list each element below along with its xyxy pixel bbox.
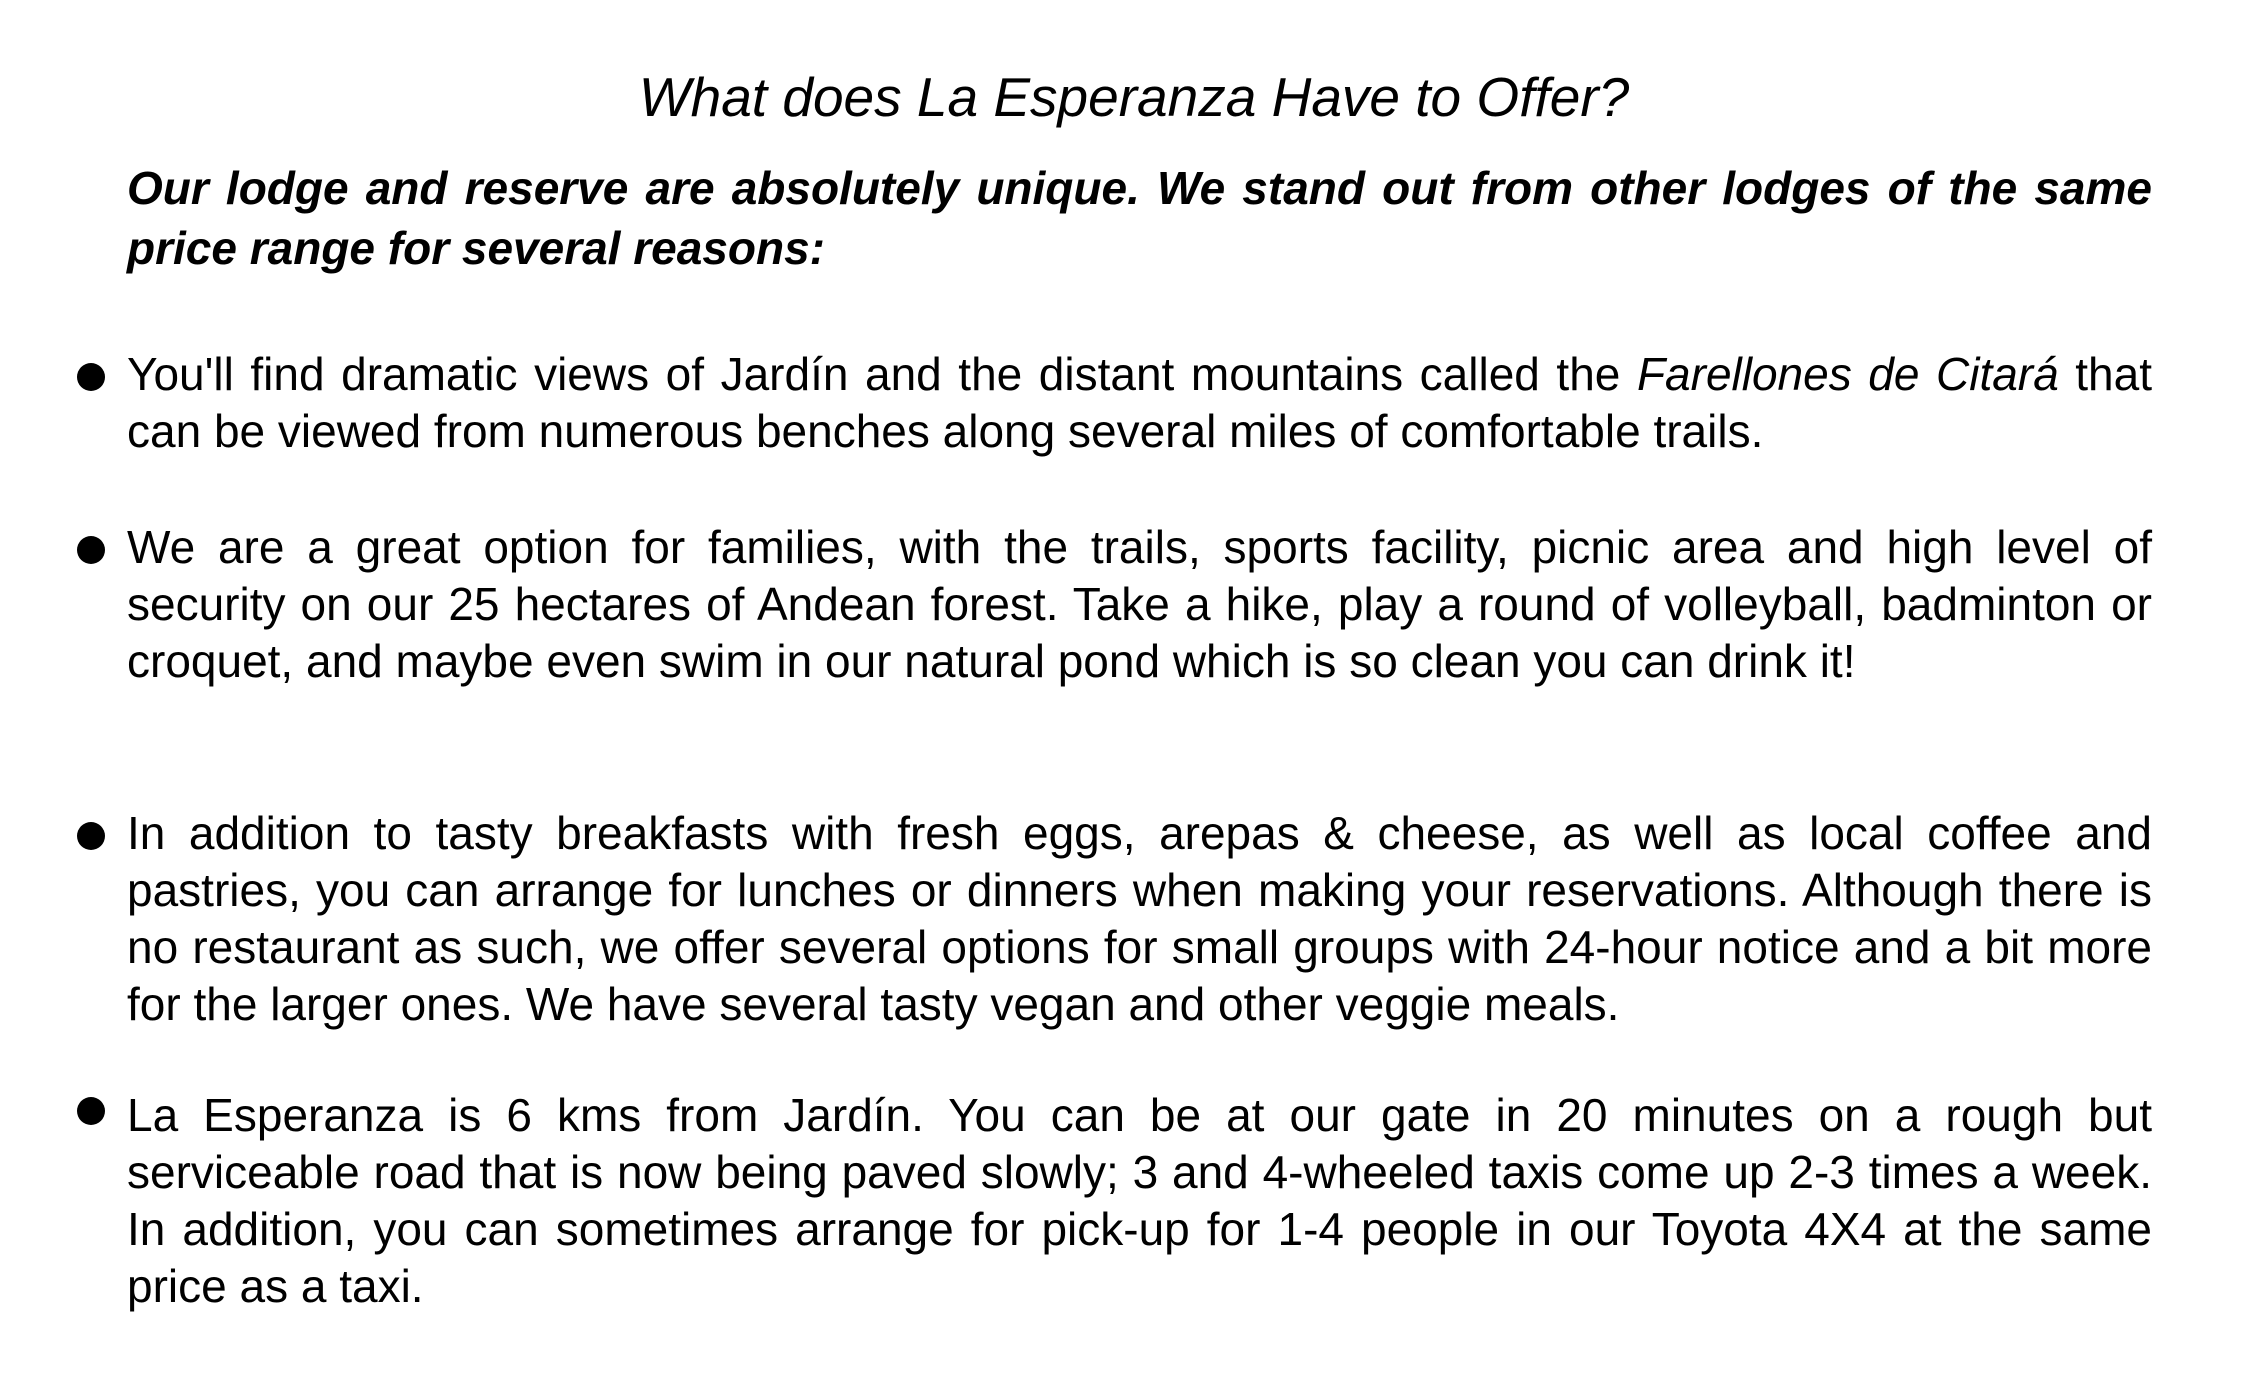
list-item-text: that can be viewed from numerous benches along several miles of comfortable trails. — [127, 348, 2153, 457]
bullet-icon — [77, 1097, 105, 1125]
list-item-emphasis: Farellones de Citará — [1636, 348, 2059, 400]
list-item — [127, 519, 2152, 690]
page-title: What does La Esperanza Have to Offer? — [638, 66, 1630, 128]
list-item-text: You'll find dramatic views of Jardín and the distant mountains called the — [127, 348, 1637, 400]
intro-paragraph: Our lodge and reserve are absolutely unique. We stand out from other lodges of the same price range for several reasons: — [127, 162, 2152, 274]
bullet-icon — [77, 536, 105, 564]
list-item — [127, 1087, 2152, 1315]
list-item-text: In addition to tasty breakfasts with fresh eggs, arepas & cheese, as well as local coffee and pastries, you can arrange for lunches or dinners when making your reservations. Although there is no restaurant as such, we offer several options for small groups with 24-hour notice and a bit more for the larger ones. We have several tasty vegan and other veggie meals. — [127, 807, 2152, 1030]
list-item-text: We are a great option for families, with the trails, sports facility, picnic area and high level of security on our 25 hectares of Andean forest. Take a hike, play a round of volleyball, badminton or croquet, and maybe even swim in our natural pond which is so clean you can drink it! — [127, 521, 2152, 687]
bullet-icon — [77, 822, 105, 850]
list-item — [127, 346, 2152, 460]
bullet-icon — [77, 363, 105, 391]
list-item — [127, 805, 2152, 1033]
list-item-text: La Esperanza is 6 kms from Jardín. You can be at our gate in 20 minutes on a rough but serviceable road that is now being paved slowly; 3 and 4-wheeled taxis come up 2-3 times a week. In addition, you can sometimes arrange for pick-up for 1-4 people in our Toyota 4X4 at the same price as a taxi. — [127, 1089, 2152, 1312]
